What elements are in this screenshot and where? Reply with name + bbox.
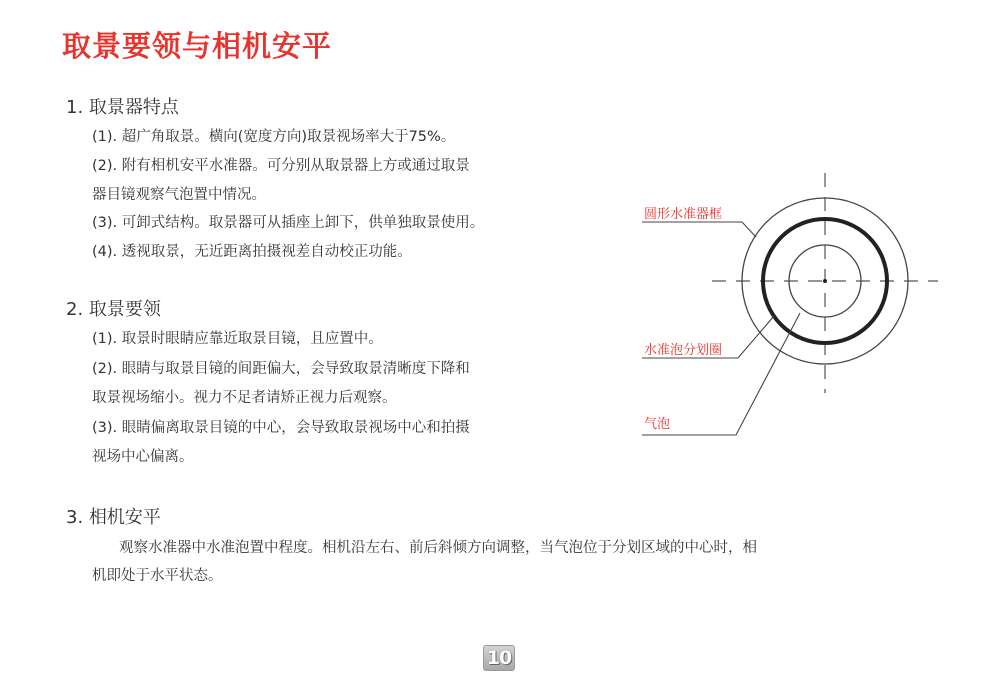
leader-frame (642, 222, 756, 237)
section-1-line-2: (2). 附有相机安平水准器。可分别从取景器上方或通过取景 (92, 158, 470, 174)
label-reticle: 水准泡分划圈 (644, 343, 723, 358)
section-2-line-3: 取景视场缩小。视力不足者请矫正视力后观察。 (92, 390, 397, 406)
section-1-line-1: (1). 超广角取景。横向(宽度方向)取景视场率大于75%。 (92, 129, 456, 145)
label-bubble: 气泡 (644, 417, 671, 432)
section-3-line-1: 观察水准器中水准泡置中程度。相机沿左右、前后斜倾方向调整，当气泡位于分划区域的中心时，相 (119, 540, 757, 556)
section-1-line-5: (4). 透视取景，无近距离拍摄视差自动校正功能。 (92, 244, 412, 260)
section-heading-3: 3. 相机安平 (66, 507, 161, 528)
page-number: 10 (486, 647, 512, 669)
section-2-line-4: (3). 眼睛偏离取景目镜的中心，会导致取景视场中心和拍摄 (92, 420, 470, 436)
page-title: 取景要领与相机安平 (62, 29, 333, 63)
center-dot (823, 279, 827, 283)
section-2-line-1: (1). 取景时眼睛应靠近取景目镜，且应置中。 (92, 331, 383, 347)
section-1-line-3: 器目镜观察气泡置中情况。 (92, 187, 266, 203)
section-3-line-2: 机即处于水平状态。 (92, 568, 223, 584)
page-number-badge (483, 645, 515, 671)
section-heading-1: 1. 取景器特点 (66, 97, 179, 118)
section-2-line-2: (2). 眼睛与取景目镜的间距偏大，会导致取景清晰度下降和 (92, 361, 470, 377)
spirit-level-diagram (630, 165, 950, 445)
section-1-line-4: (3). 可卸式结构。取景器可从插座上卸下，供单独取景使用。 (92, 215, 485, 231)
section-2-line-5: 视场中心偏离。 (92, 449, 194, 465)
section-heading-2: 2. 取景要领 (66, 299, 161, 320)
label-frame: 圆形水准器框 (644, 207, 723, 222)
